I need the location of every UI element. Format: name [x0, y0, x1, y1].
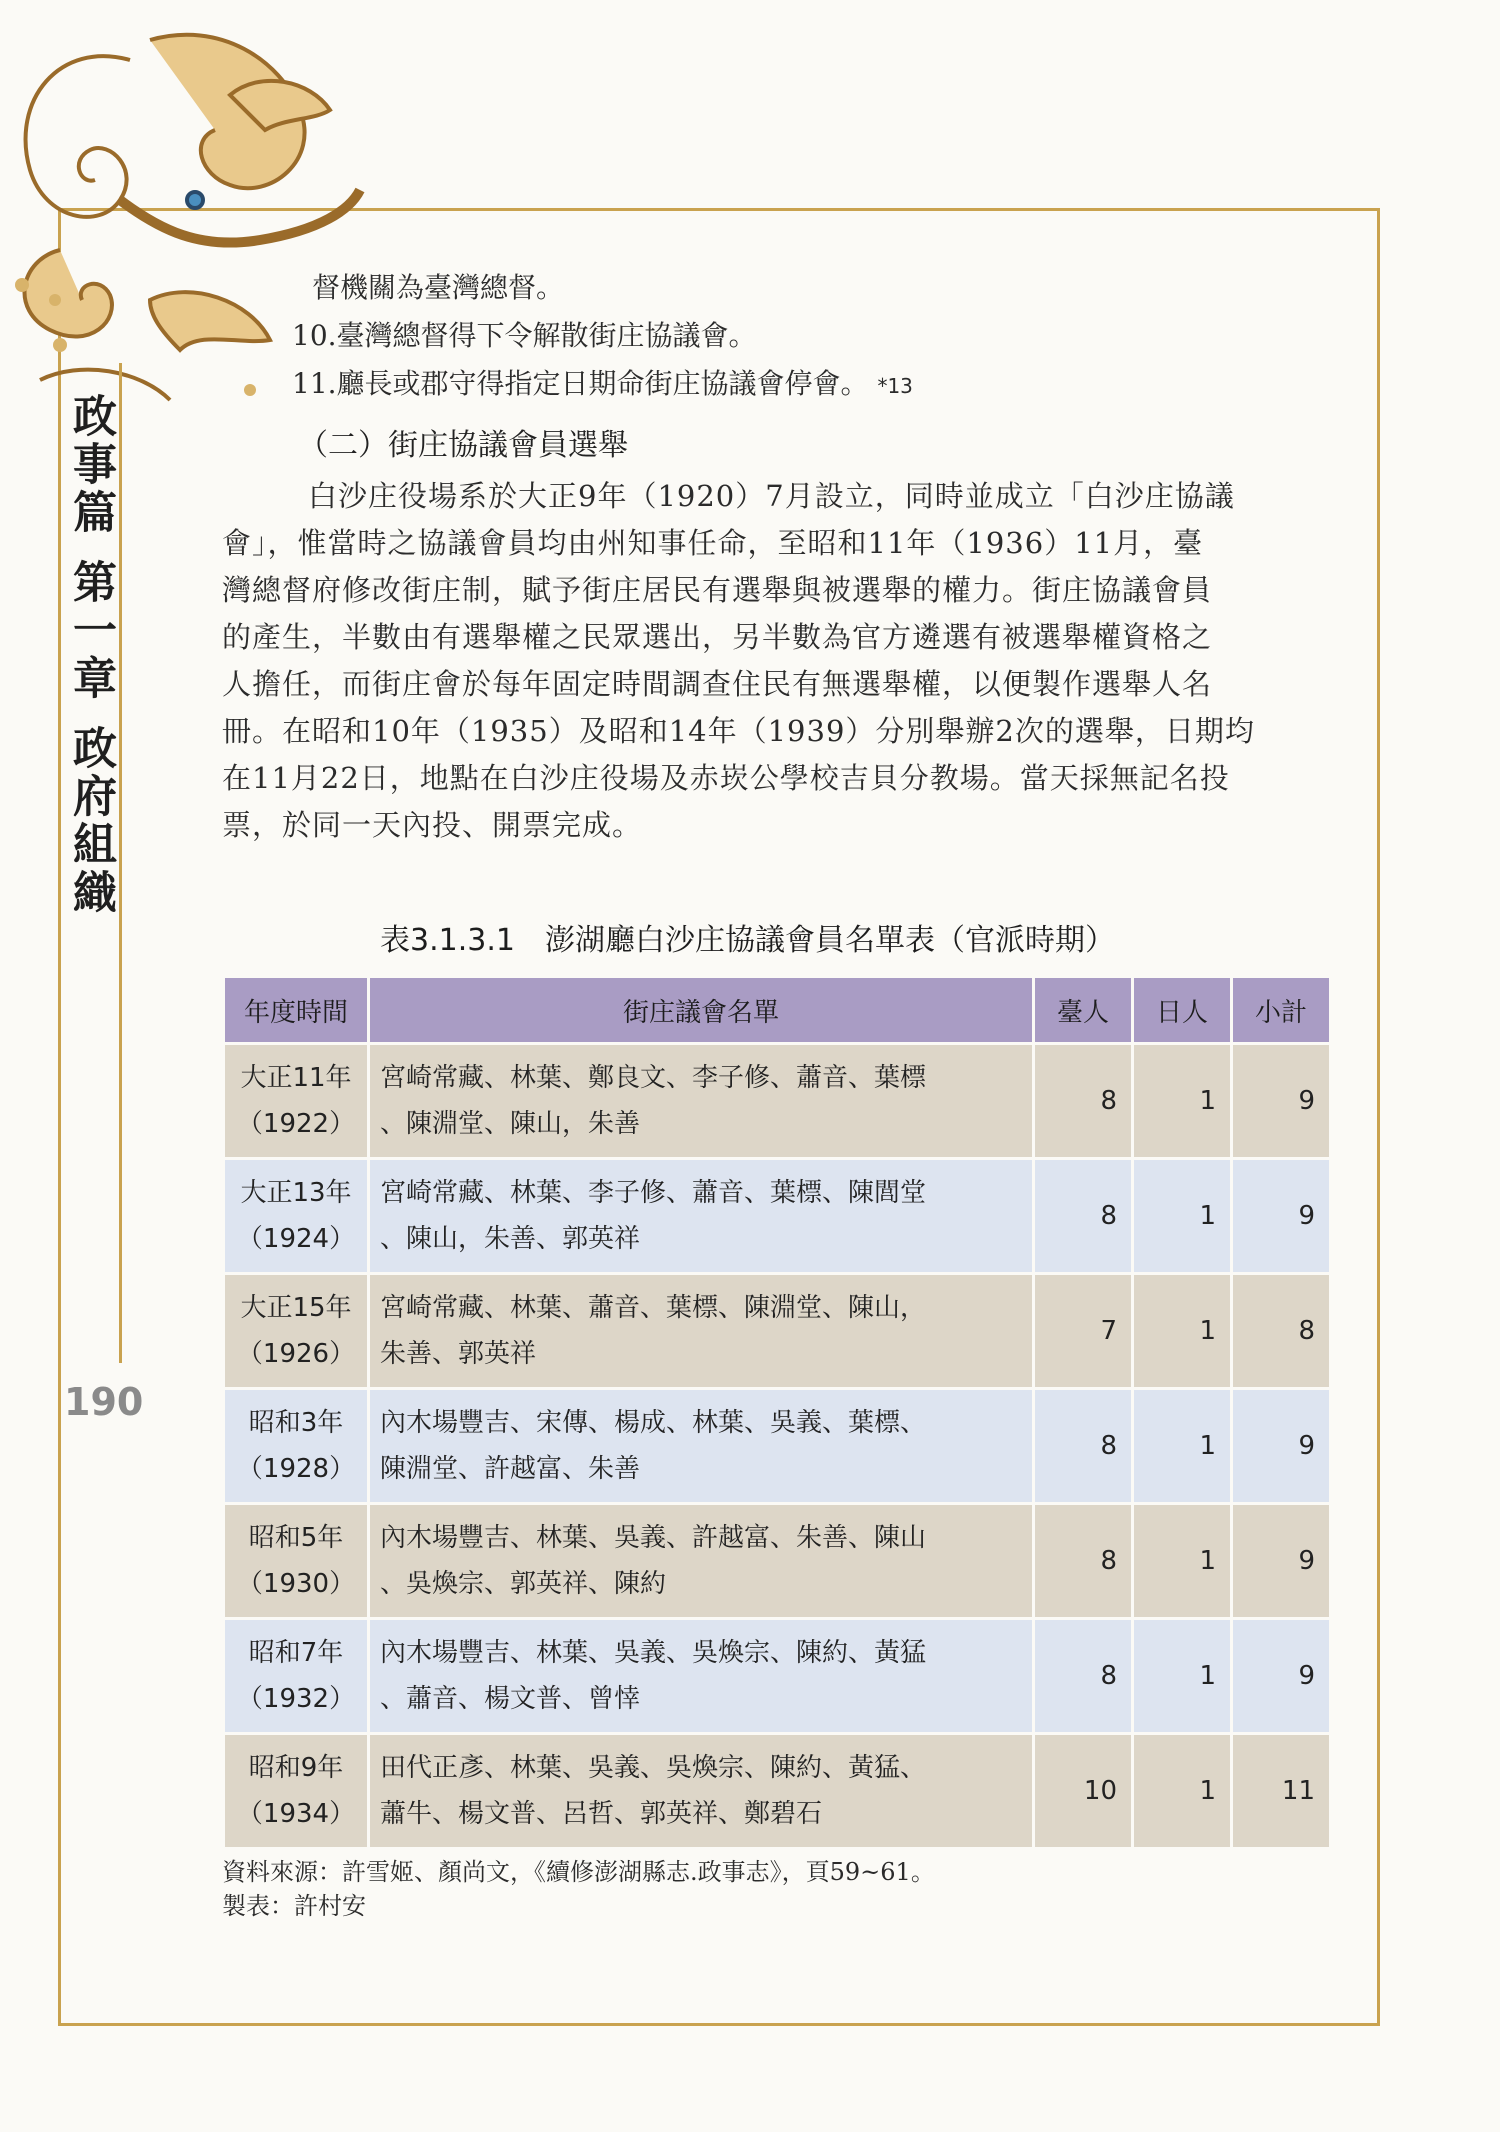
cell-year — [224, 1734, 369, 1849]
names-line: 宮崎常藏、林葉、鄭良文、李子修、蕭音、葉標 — [380, 1063, 927, 1093]
footnote-ref[interactable]: *13 — [877, 374, 913, 398]
cell-year — [224, 1274, 369, 1389]
year-text: （1932） — [236, 1684, 356, 1714]
cell-taiwanese: 8 — [1034, 1504, 1133, 1619]
era-text: 昭和7年 — [248, 1638, 344, 1668]
paragraph-line: 的產生，半數由有選舉權之民眾選出，另半數為官方遴選有被選舉權資格之 — [222, 620, 1213, 654]
cell-japanese: 1 — [1133, 1274, 1232, 1389]
cell-total: 11 — [1232, 1734, 1331, 1849]
table-row — [224, 1734, 1331, 1849]
body-paragraph — [222, 473, 1340, 849]
table-row — [224, 1389, 1331, 1504]
cell-taiwanese: 8 — [1034, 1159, 1133, 1274]
cell-japanese: 1 — [1133, 1619, 1232, 1734]
list-item — [292, 360, 913, 410]
cell-japanese: 1 — [1133, 1389, 1232, 1504]
names-line: 陳淵堂、許越富、朱善 — [380, 1454, 641, 1484]
paragraph-line: 會」，惟當時之協議會員均由州知事任命，至昭和11年（1936）11月，臺 — [222, 526, 1204, 560]
cell-year — [224, 1504, 369, 1619]
cell-total: 9 — [1232, 1619, 1331, 1734]
list-item-text: 11.廳長或郡守得指定日期命街庄協議會停會。 — [292, 367, 869, 400]
cell-year — [224, 1619, 369, 1734]
names-line: 、吳煥宗、郭英祥、陳約 — [380, 1569, 667, 1599]
names-line: 宮崎常藏、林葉、蕭音、葉標、陳淵堂、陳山， — [380, 1293, 927, 1323]
names-line: 內木場豐吉、林葉、吳義、吳煥宗、陳約、黃猛 — [380, 1638, 927, 1668]
names-line: 田代正彥、林葉、吳義、吳煥宗、陳約、黃猛、 — [380, 1753, 927, 1783]
names-line: 內木場豐吉、宋傳、楊成、林葉、吳義、葉標、 — [380, 1408, 927, 1438]
header-year: 年度時間 — [224, 977, 369, 1044]
cell-names — [369, 1734, 1034, 1849]
year-text: （1922） — [236, 1109, 356, 1139]
table-row — [224, 1504, 1331, 1619]
cell-names — [369, 1389, 1034, 1504]
paragraph-line: 白沙庄役場系於大正9年（1920）7月設立，同時並成立「白沙庄協議 — [308, 479, 1235, 513]
sidebar-title — [66, 393, 114, 917]
table-row — [224, 1044, 1331, 1159]
header-names: 街庄議會名單 — [369, 977, 1034, 1044]
cell-total: 9 — [1232, 1389, 1331, 1504]
cell-taiwanese: 10 — [1034, 1734, 1133, 1849]
page-number: 190 — [64, 1380, 144, 1424]
names-line: 朱善、郭英祥 — [380, 1339, 537, 1369]
section-subheading: （二）街庄協議會員選舉 — [298, 428, 628, 463]
year-text: （1930） — [236, 1569, 356, 1599]
cell-taiwanese: 7 — [1034, 1274, 1133, 1389]
source-citation: 資料來源：許雪姬、顏尚文，《續修澎湖縣志.政事志》，頁59~61。 — [222, 1858, 935, 1886]
header-total: 小計 — [1232, 977, 1331, 1044]
cell-japanese: 1 — [1133, 1159, 1232, 1274]
era-text: 昭和9年 — [248, 1753, 344, 1783]
names-line: 宮崎常藏、林葉、李子修、蕭音、葉標、陳閭堂 — [380, 1178, 927, 1208]
cell-taiwanese: 8 — [1034, 1389, 1133, 1504]
paragraph-line: 灣總督府修改街庄制，賦予街庄居民有選舉與被選舉的權力。街庄協議會員 — [222, 573, 1213, 607]
council-roster-table — [222, 975, 1332, 1850]
paragraph-line: 票，於同一天內投、開票完成。 — [222, 808, 643, 842]
names-line: 內木場豐吉、林葉、吳義、許越富、朱善、陳山 — [380, 1523, 927, 1553]
year-text: （1928） — [236, 1454, 356, 1484]
paragraph-line: 冊。在昭和10年（1935）及昭和14年（1939）分別舉辦2次的選舉，日期均 — [222, 714, 1255, 748]
names-line: 、蕭音、楊文普、曾悻 — [380, 1684, 641, 1714]
table-row — [224, 1619, 1331, 1734]
cell-taiwanese: 8 — [1034, 1619, 1133, 1734]
cell-year — [224, 1044, 369, 1159]
cell-total: 9 — [1232, 1044, 1331, 1159]
list-item: 10.臺灣總督得下令解散街庄協議會。 — [292, 319, 757, 352]
table-title: 表3.1.3.1 澎湖廳白沙庄協議會員名單表（官派時期） — [380, 923, 1115, 958]
header-japanese: 日人 — [1133, 977, 1232, 1044]
cell-japanese: 1 — [1133, 1044, 1232, 1159]
era-text: 大正15年 — [240, 1293, 352, 1323]
era-text: 大正13年 — [240, 1178, 352, 1208]
chapter-sidebar — [62, 363, 122, 1363]
sidebar-section: 政事篇 — [65, 393, 116, 537]
cell-names — [369, 1504, 1034, 1619]
table-maker: 製表：許村安 — [222, 1892, 366, 1920]
paragraph-line: 人擔任，而街庄會於每年固定時間調查住民有無選舉權，以便製作選舉人名 — [222, 667, 1213, 701]
table-source-note — [222, 1855, 935, 1923]
names-line: 、陳山，朱善、郭英祥 — [380, 1224, 641, 1254]
cell-year — [224, 1159, 369, 1274]
names-line: 蕭牛、楊文普、呂哲、郭英祥、鄭碧石 — [380, 1799, 823, 1829]
era-text: 昭和5年 — [248, 1523, 344, 1553]
sidebar-chapter: 第一章 — [65, 559, 116, 703]
paragraph-line: 在11月22日，地點在白沙庄役場及赤崁公學校吉貝分教場。當天採無記名投 — [222, 761, 1230, 795]
cell-japanese: 1 — [1133, 1734, 1232, 1849]
table-row — [224, 1274, 1331, 1389]
cell-names — [369, 1044, 1034, 1159]
list-item: 督機關為臺灣總督。 — [312, 271, 565, 304]
header-taiwanese: 臺人 — [1034, 977, 1133, 1044]
cell-names — [369, 1159, 1034, 1274]
table-header-row — [224, 977, 1331, 1044]
cell-total: 8 — [1232, 1274, 1331, 1389]
era-text: 大正11年 — [240, 1063, 352, 1093]
sidebar-chapter-title: 政府組織 — [65, 725, 116, 917]
cell-total: 9 — [1232, 1159, 1331, 1274]
cell-year — [224, 1389, 369, 1504]
era-text: 昭和3年 — [248, 1408, 344, 1438]
table-row — [224, 1159, 1331, 1274]
year-text: （1924） — [236, 1224, 356, 1254]
cell-names — [369, 1619, 1034, 1734]
cell-japanese: 1 — [1133, 1504, 1232, 1619]
year-text: （1926） — [236, 1339, 356, 1369]
year-text: （1934） — [236, 1799, 356, 1829]
names-line: 、陳淵堂、陳山，朱善 — [380, 1109, 641, 1139]
cell-total: 9 — [1232, 1504, 1331, 1619]
cell-names — [369, 1274, 1034, 1389]
cell-taiwanese: 8 — [1034, 1044, 1133, 1159]
